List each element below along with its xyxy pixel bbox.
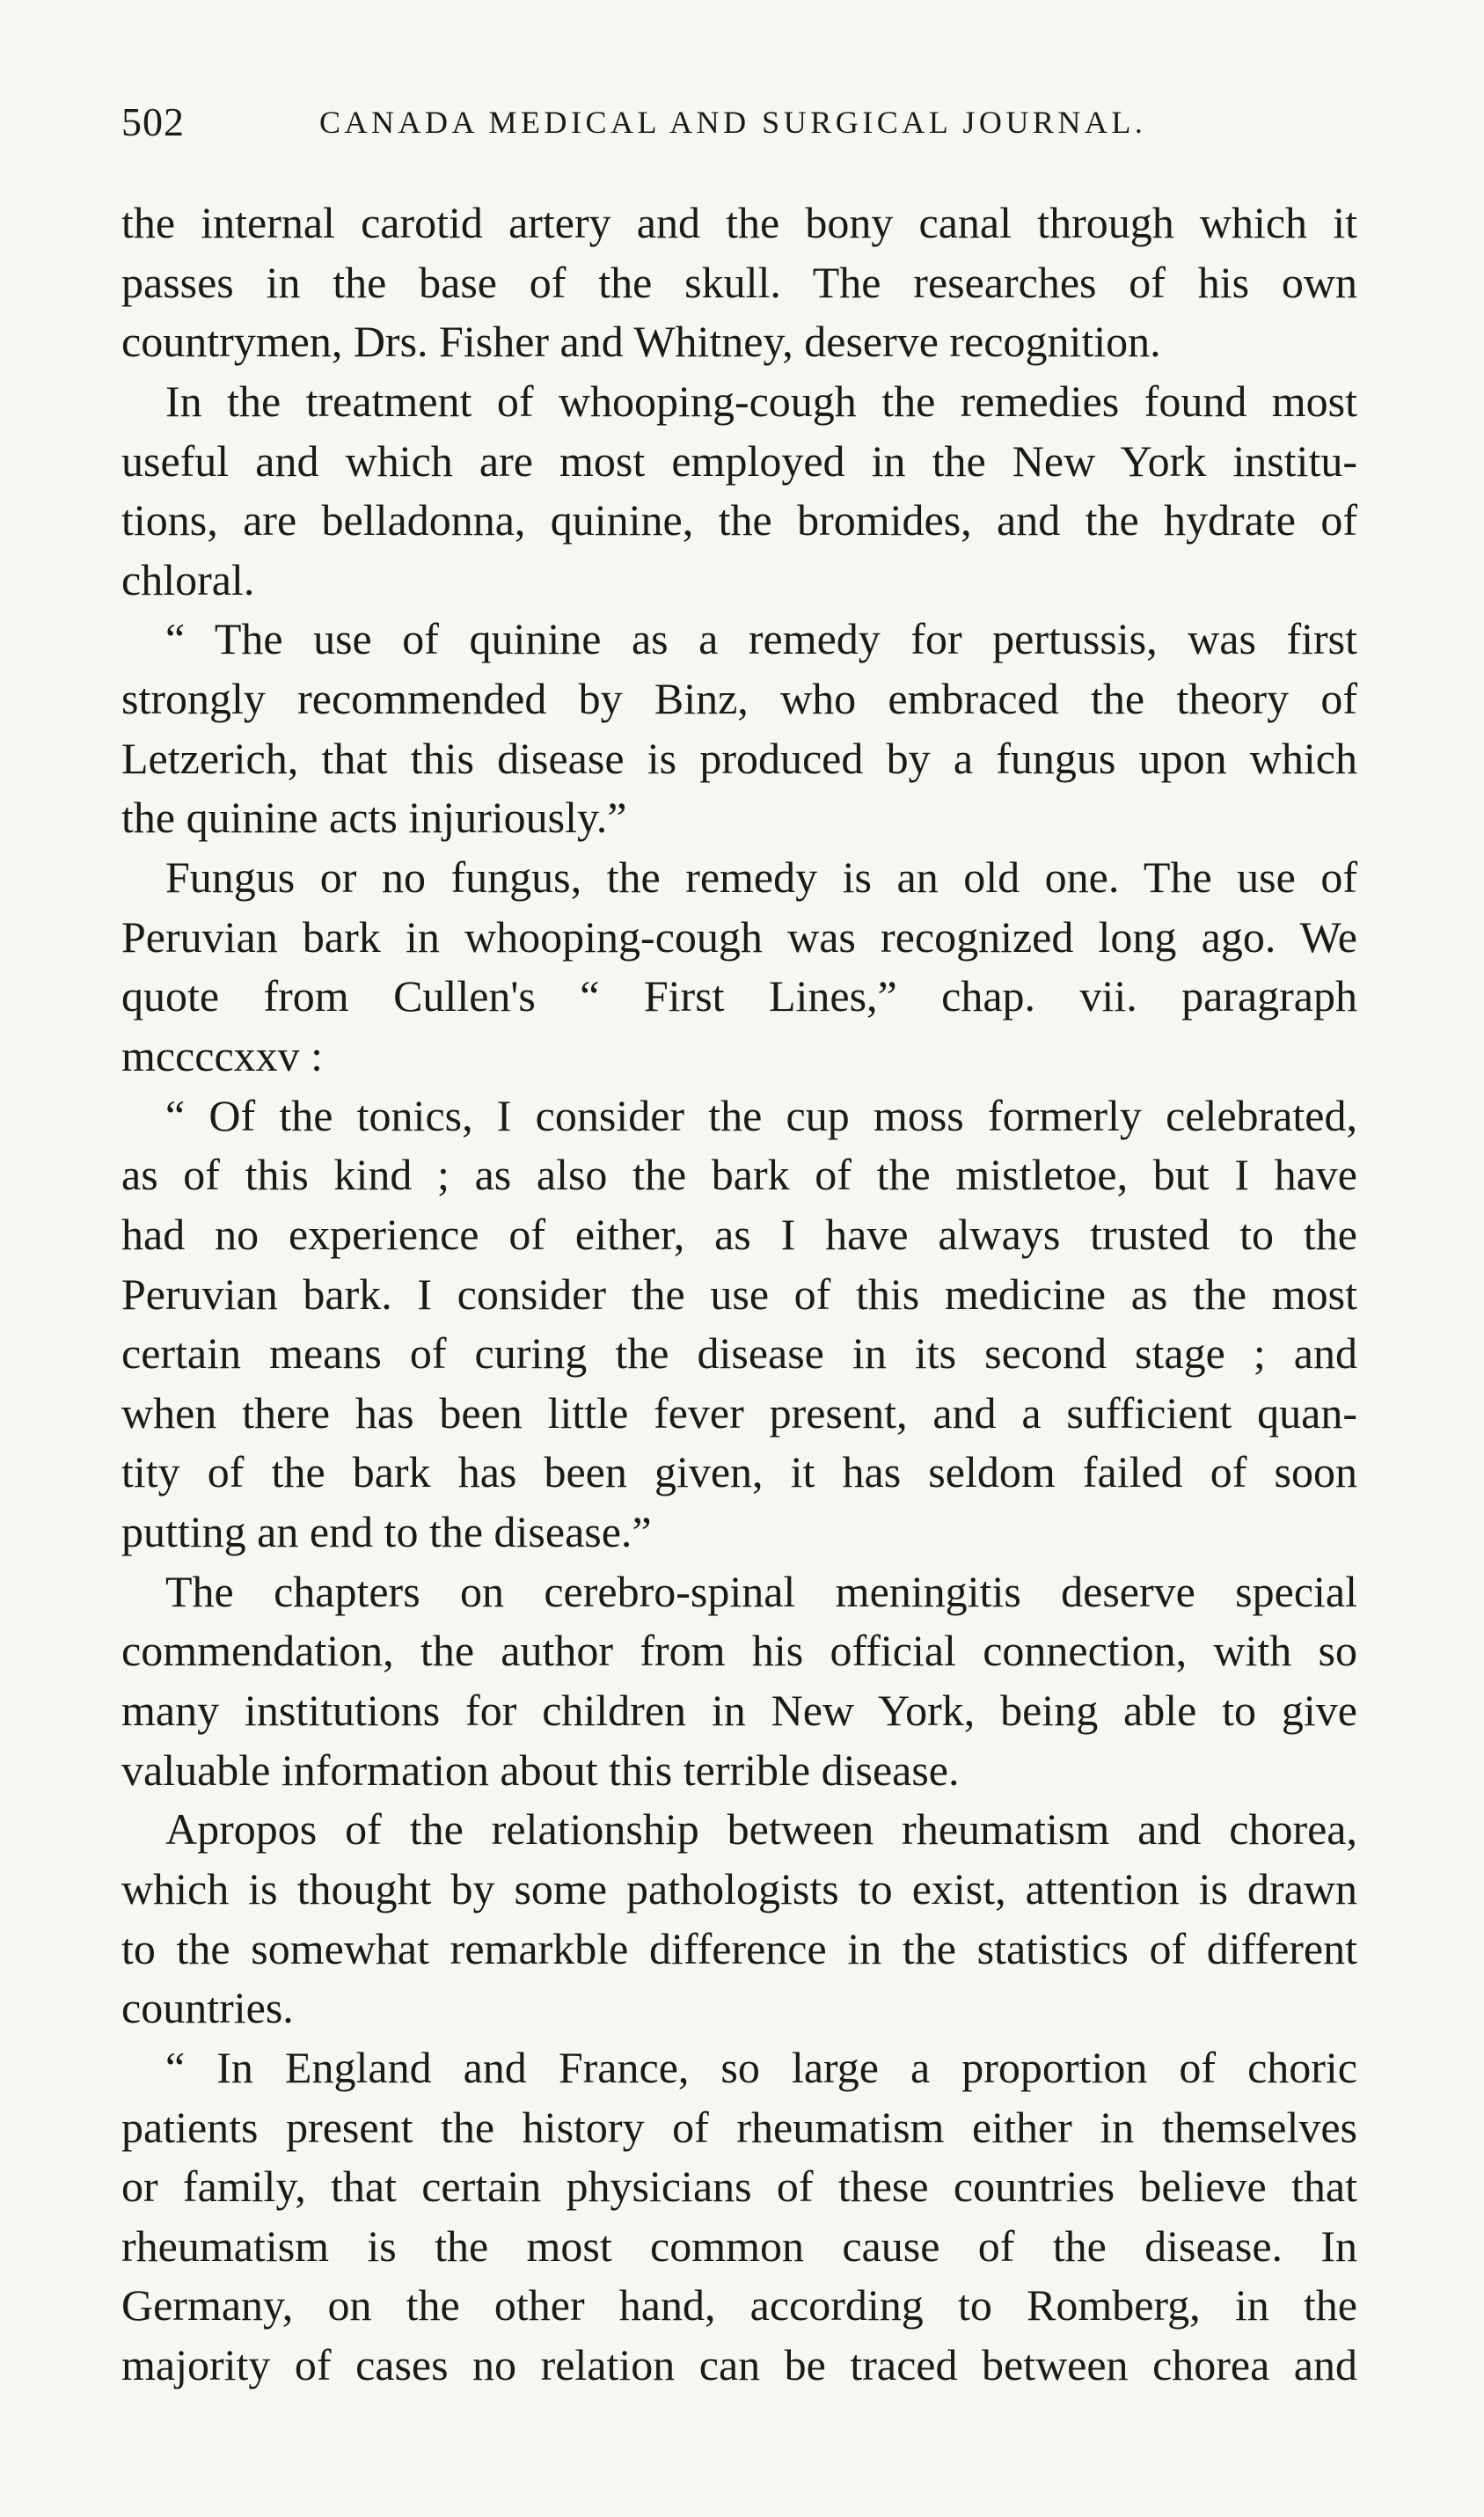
text-line: certain means of curing the disease in its second stage ; and [121,1328,1357,1379]
article-body [121,194,1357,2396]
text-line: had no experience of either, as I have always trusted to the [121,1209,1357,1259]
text-line: tions, are belladonna, quinine, the bromides, and the hydrate of [121,495,1357,545]
text-line: the quinine acts injuriously.” [121,793,627,843]
text-line: patients present the history of rheumatism either in themselves [121,2102,1357,2152]
text-line: chloral. [121,554,255,604]
text-line: many institutions for children in New York, being able to give [121,1686,1357,1736]
text-line: strongly recommended by Binz, who embraced the theory of [121,674,1357,724]
text-line: Peruvian bark. I consider the use of this medicine as the most [121,1269,1357,1319]
text-line: mccccxxv : [121,1030,324,1080]
running-head [121,99,1357,160]
text-line: as of this kind ; as also the bark of the mistletoe, but I have [121,1150,1357,1200]
text-line: majority of cases no relation can be traced between chorea and [121,2340,1357,2390]
page-number: 502 [121,99,185,144]
text-line: rheumatism is the most common cause of the disease. In [121,2221,1357,2271]
text-line: to the somewhat remarkble difference in the statistics of different [121,1923,1357,1973]
text-line: Fungus or no fungus, the remedy is an old one. The use of [165,852,1357,903]
text-line: when there has been little fever present, and a sufficient quan- [121,1387,1357,1438]
text-line: Letzerich, that this disease is produced by a fungus upon which [121,733,1357,783]
text-line: Apropos of the relationship between rheumatism and chorea, [165,1804,1357,1855]
text-line: countrymen, Drs. Fisher and Whitney, deserve recognition. [121,317,1161,367]
text-line: useful and which are most employed in the New York institu- [121,435,1357,486]
journal-title: CANADA MEDICAL AND SURGICAL JOURNAL. [319,105,1147,140]
text-line: the internal carotid artery and the bony canal through which it [121,198,1357,247]
text-line: Germany, on the other hand, according to Romberg, in the [121,2280,1357,2330]
text-line: valuable information about this terrible disease. [121,1745,960,1795]
text-line: passes in the base of the skull. The researches of his own [121,257,1357,307]
text-line: Peruvian bark in whooping-cough was recognized long ago. We [121,911,1357,962]
text-line: commendation, the author from his official connection, with so [121,1626,1357,1676]
text-line: countries. [121,1983,294,2033]
text-line: which is thought by some pathologists to exist, attention is drawn [121,1863,1357,1913]
text-line: The chapters on cerebro-spinal meningitis deserve special [165,1566,1357,1616]
text-line: quote from Cullen's “ First Lines,” chap. vii. paragraph [121,971,1357,1021]
text-line: “ The use of quinine as a remedy for pertussis, was first [165,614,1357,664]
text-line: “ Of the tonics, I consider the cup moss formerly celebrated, [165,1090,1357,1140]
text-line: putting an end to the disease.” [121,1507,652,1557]
text-line: tity of the bark has been given, it has seldom failed of soon [121,1447,1357,1497]
text-line: In the treatment of whooping-cough the remedies found most [165,376,1357,426]
text-line: “ In England and France, so large a proportion of choric [165,2042,1357,2092]
text-line: or family, that certain physicians of these countries believe that [121,2162,1357,2212]
